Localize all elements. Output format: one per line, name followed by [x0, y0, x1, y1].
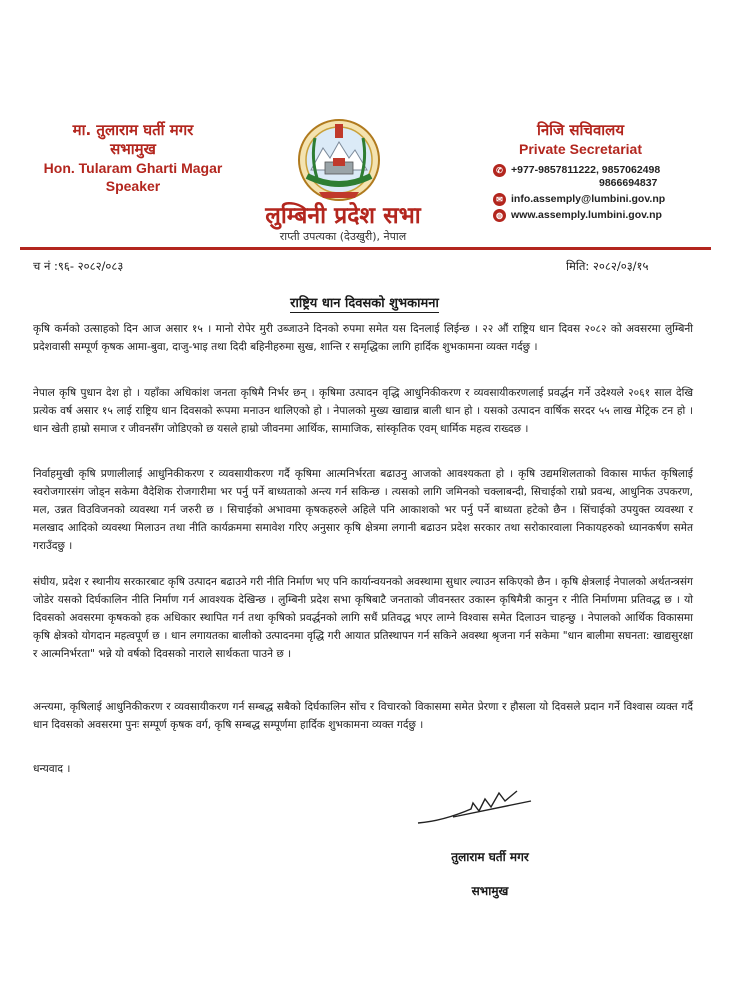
office-name-en: Private Secretariat: [519, 141, 642, 157]
closing-thanks: धन्यवाद ।: [33, 763, 71, 775]
letter-title: [0, 293, 729, 311]
speaker-header: [20, 121, 246, 195]
speaker-name-np: मा. तुलाराम घर्ती मगर: [72, 121, 194, 139]
header-divider: [20, 247, 711, 250]
assembly-address: राप्ती उपत्यका (देउखुरी), नेपाल: [279, 230, 407, 243]
assembly-name: लुम्बिनी प्रदेश सभा: [265, 203, 421, 229]
phone-icon: ✆: [493, 164, 506, 177]
website-row: [493, 209, 723, 222]
letter-title-text: राष्ट्रिय धान दिवसको शुभकामना: [290, 296, 439, 311]
speaker-title-np: सभामुख: [110, 140, 156, 158]
paragraph-5: अन्त्यमा, कृषिलाई आधुनिकीकरण र व्यवसायीकरण गर्न सम्बद्ध सबैको दिर्घकालिन सोंच र विचारको विकासमा समेत प्रेरणा र हौसला यो दिवसले प्रदान गर्ने विश्वास व्यक्त गर्दै धान दिवसको अवसरमा पुनः सम्पूर्ण कृषक वर्ग, कृषि सम्बद्ध सम्पूर्णमा हार्दिक शुभकामना व्यक्त गर्दछु ।: [33, 701, 693, 731]
phone-numbers: +977-9857811222, 9857062498: [511, 164, 661, 176]
signer-name: तुलाराम घर्ती मगर: [451, 850, 529, 864]
website-link[interactable]: www.assemply.lumbini.gov.np: [511, 209, 662, 221]
email-icon: ✉: [493, 193, 506, 206]
speaker-name-en: Hon. Tularam Gharti Magar: [43, 160, 223, 176]
emblem-icon: [297, 118, 381, 202]
letter-date: मिति: २०८२/०३/१५: [566, 259, 649, 273]
reference-number: च नं :९६- २०८२/०८३: [33, 259, 124, 273]
email-row: [493, 193, 723, 206]
paragraph-3: निर्वाहमुखी कृषि प्रणालीलाई आधुनिकीकरण र व्यवसायीकरण गर्दै कृषिमा आत्मनिर्भरता बढाउनु आजको आवश्यकता हो । कृषि उद्यमशिलताको विकास मार्फत कृषिलाई स्वरोजगारसंग जोड्न सकेमा वैदेशिक रोजगारीमा भर पर्नु पर्ने बाध्यताको अन्त्य गर्न सकिन्छ । त्यसको लागि जमिनको चक्लाबन्दी, सिचाईको राम्रो प्रवन्ध, आधुनिक उपकरण, मल, उन्नत विउविजनको व्यवस्था गर्न जरुरी छ । सिचाईको अभावमा कृषकहरुले अहिले पनि आकाशको भर पर्नु पर्ने बाध्यता हटेको छैन । सिंचाईको उपयुक्त व्यवस्था र मलखाद आदिको व्यवस्था मिलाउन तथा नीति कार्यक्रममा समावेश गरिए अनुसार कृषि क्षेत्रमा लगानी बढाउन प्रदेश सरकार तथा सरोकारवाला निकायहरुको ध्यानकर्षण समेत गराउँदछु ।: [33, 468, 693, 552]
paragraph-4: संघीय, प्रदेश र स्थानीय सरकारबाट कृषि उत्पादन बढाउने गरी नीति निर्माण भए पनि कार्यान्वयनको अवस्थामा सुधार ल्याउन सकिएको छैन । कृषि क्षेत्रलाई नेपालको अर्थतन्त्रसंग जोडेर यसको दिर्घकालिन नीति निर्माण गर्न आवश्यक देखिन्छ । लुम्बिनी प्रदेश सभा कृषिबाटै जनताको जीवनस्तर उकास्न कृषिमैत्री कानुन र नीति निर्माणमा प्रतिवद्ध छ । यो दिवसको अवसरमा कृषकको हक अधिकार स्थापित गर्न तथा कृषिको प्रवर्द्धनको लागि सधैं प्रतिवद्ध भएर लाग्ने विश्वास समेत दिलाउन चाहन्छु । नेपालको आर्थिक विकासमा कृषि क्षेत्रको योगदान महत्वपूर्ण छ । धान लगायतका बालीको उत्पादनमा वृद्धि गरी आयात प्रतिस्थापन गर्न सकिने अवस्था श्रृजना गर्न सकेमा "धान बालीमा सघनता: खाद्यसुरक्षा र आत्मनिर्भरता" भन्ने यो वर्षको दिवसको नाराले सार्थकता पाउने छ ।: [33, 576, 693, 660]
phone-row: [493, 164, 723, 190]
signature-icon: [413, 781, 543, 831]
speaker-title-en: Speaker: [105, 178, 161, 194]
email-address[interactable]: info.assemply@lumbini.gov.np: [511, 193, 666, 205]
office-name-np: निजि सचिवालय: [536, 121, 625, 139]
paragraph-1: कृषि कर्मको उत्साहको दिन आज असार १५ । मानो रोपेर मुरी उब्जाउने दिनको रुपमा समेत यस दिनलाई लिईन्छ । २२ औं राष्ट्रिय धान दिवस २०८२ को अवसरमा लुम्बिनी प्रदेशवासी सम्पूर्ण कृषक आमा-बुवा, दाजु-भाइ तथा दिदी बहिनीहरुमा सुख, शान्ति र समृद्धिका लागि हार्दिक शुभकामना व्यक्त गर्दछु ।: [33, 323, 693, 353]
globe-icon: ◍: [493, 209, 506, 222]
paragraph-2: नेपाल कृषि पुधान देश हो । यहाँका अधिकांश जनता कृषिमै निर्भर छन् । कृषिमा उत्पादन वृद्धि आधुनिकीकरण र व्यवसायीकरणलाई प्रवर्द्धन गर्ने उदेश्यले २०६१ साल देखि प्रत्येक वर्ष असार १५ लाई राष्ट्रिय धान दिवसको रूपमा मनाउन थालिएको हो । नेपालको मुख्य खाद्यान्न बाली धान हो । यसको उत्पादन वार्षिक सरदर ५५ लाख मेट्रिक टन हो । धान खेती हाम्रो समाज र जीवनसँग जोडिएको छ यसले हाम्रो जीवनमा आर्थिक, सामाजिक, सांस्कृतिक एवम् धार्मिक महत्व राख्दछ ।: [33, 387, 693, 435]
secretariat-header: [493, 121, 723, 222]
signer-title: सभामुख: [471, 884, 509, 898]
phone-numbers-2: 9866694837: [599, 177, 658, 189]
